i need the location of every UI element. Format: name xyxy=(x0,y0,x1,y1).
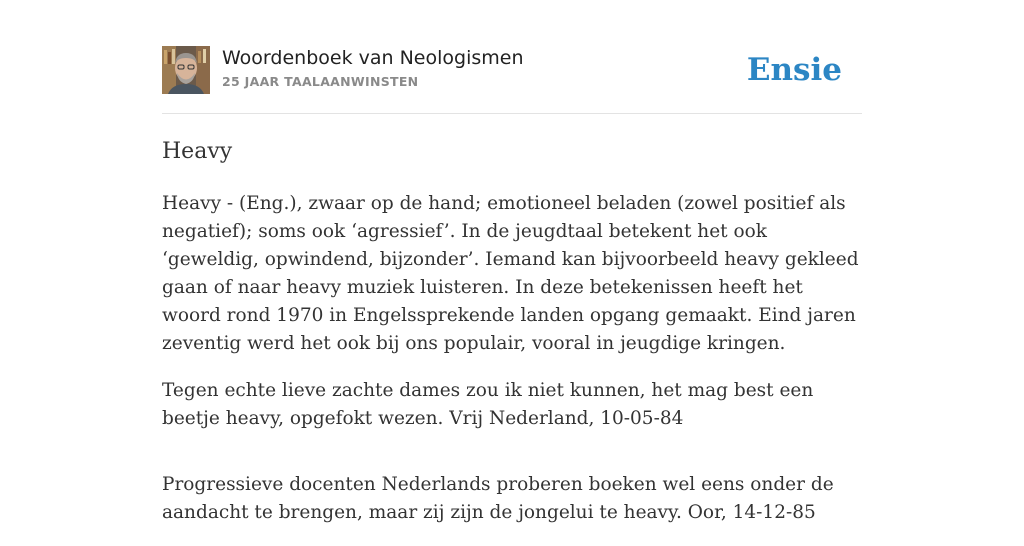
ensie-logo-link[interactable]: Ensie xyxy=(746,52,842,88)
avatar-portrait-icon xyxy=(162,46,210,94)
avatar[interactable] xyxy=(162,46,210,94)
header-divider xyxy=(162,113,862,114)
entry-quote-2: Progressieve docenten Nederlands proberen boeken wel eens onder de aandacht te brengen, maar zij zijn de jongelui te heavy. Oor, 14-12-85 xyxy=(162,474,834,523)
entry-definition: Heavy - (Eng.), zwaar op de hand; emotioneel beladen (zowel positief als negatief); soms ook ‘agressief’. In de jeugdtaal betekent het ook ‘geweldig, opwindend, bijzonder’. Iemand kan bijvoorbeeld heavy gekleed gaan of naar heavy muziek luisteren. In deze betekenissen heeft het woord rond 1970 in Engelssprekende landen opgang gemaakt. Eind jaren zeventig werd het ook bij ons populair, vooral in jeugdige kringen. xyxy=(162,193,859,354)
entry-quote-1: Tegen echte lieve zachte dames zou ik niet kunnen, het mag best een beetje heavy, opgefokt wezen. Vrij Nederland, 10-05-84 xyxy=(162,380,814,429)
header xyxy=(162,46,862,96)
entry-headword: Heavy xyxy=(162,139,233,164)
entry-content xyxy=(162,136,862,546)
publication-subtitle: 25 JAAR TAALAANWINSTEN xyxy=(222,74,419,89)
publication-title[interactable]: Woordenboek van Neologismen xyxy=(222,47,524,69)
